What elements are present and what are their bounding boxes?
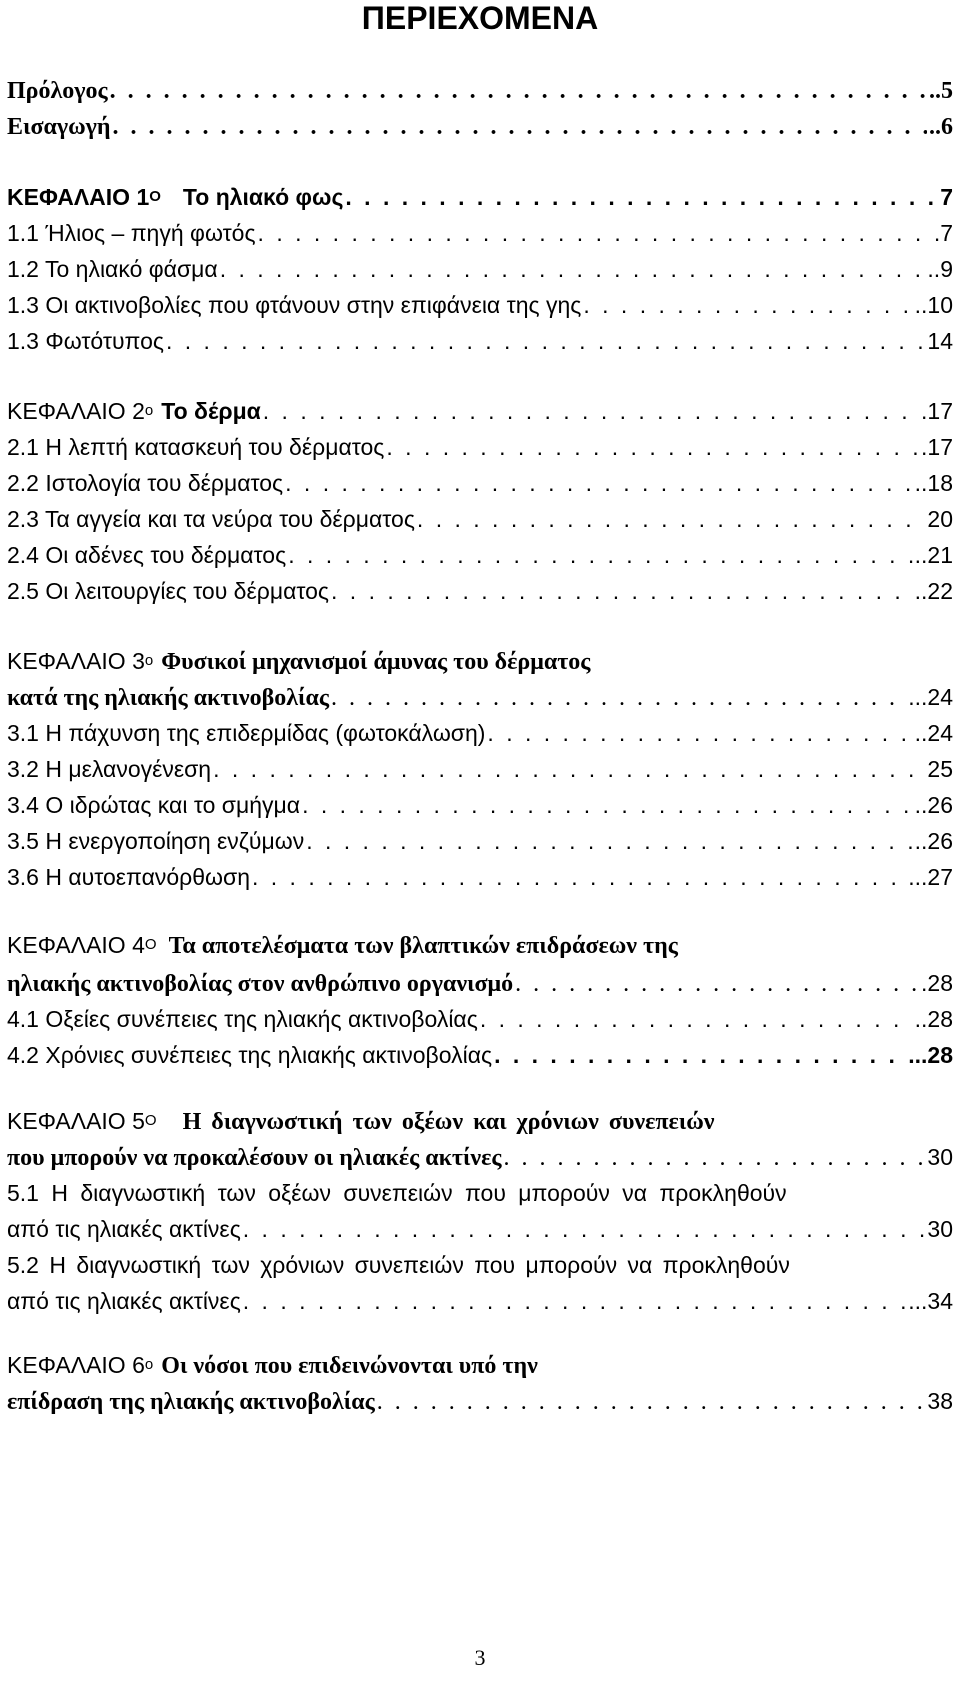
toc-entry-2-4[interactable] <box>7 538 953 572</box>
chapter-prefix: ΚΕΦΑΛΑΙΟ 6 <box>7 1352 145 1378</box>
toc-chapter-3-line2[interactable] <box>7 680 953 714</box>
toc-entry-2-1[interactable] <box>7 430 953 464</box>
chapter-sup: Ο <box>144 936 157 953</box>
entry-label: 1.3 Φωτότυπος <box>7 328 164 354</box>
toc-entry-1-1[interactable] <box>7 216 953 250</box>
chapter-prefix: ΚΕΦΑΛΑΙΟ 3 <box>7 648 145 674</box>
entry-page: .7 <box>933 220 953 246</box>
leader-dots <box>480 1002 913 1036</box>
toc-chapter-2[interactable] <box>7 394 953 428</box>
entry-page: ..10 <box>914 292 953 318</box>
entry-label-line2: που μπορούν να προκαλέσουν οι ηλιακές ακτίνες <box>7 1145 502 1171</box>
chapter-sup: ο <box>144 402 154 419</box>
entry-label-line2: από τις ηλιακές ακτίνες <box>7 1288 241 1314</box>
entry-page: 20 <box>927 506 953 532</box>
chapter-sup: ο <box>144 1356 154 1373</box>
toc-title: ΠΕΡΙΕΧΟΜΕΝΑ <box>361 0 599 36</box>
chapter-prefix: ΚΕΦΑΛΑΙΟ 4 <box>7 932 145 958</box>
toc-chapter-6-line2[interactable] <box>7 1384 953 1418</box>
leader-dots <box>504 1141 926 1175</box>
leader-dots <box>110 74 927 108</box>
leader-dots <box>166 324 925 358</box>
toc-chapter-6[interactable] <box>7 1348 953 1382</box>
leader-dots <box>487 716 912 750</box>
entry-label: Το δέρμα <box>161 398 261 424</box>
chapter-prefix: ΚΕΦΑΛΑΙΟ 2 <box>7 398 145 424</box>
leader-dots <box>288 538 912 572</box>
entry-page: 30 <box>927 1144 953 1170</box>
leader-dots <box>515 967 919 1001</box>
leader-dots <box>220 252 926 286</box>
toc-chapter-4-line2[interactable] <box>7 966 953 1000</box>
leader-dots <box>331 574 913 608</box>
toc-entry-4-2[interactable] <box>7 1038 953 1072</box>
page-number: 3 <box>474 1645 486 1670</box>
leader-dots <box>258 216 932 250</box>
entry-label: 3.2 Η μελανογένεση <box>7 756 212 782</box>
toc-entry-4-1[interactable] <box>7 1002 953 1036</box>
leader-dots <box>113 110 927 144</box>
entry-label: 2.2 Ιστολογία του δέρματος <box>7 470 284 496</box>
toc-entry-5-1[interactable] <box>7 1176 953 1210</box>
toc-entry-3-2[interactable] <box>7 752 953 786</box>
toc-chapter-5-line2[interactable] <box>7 1140 953 1174</box>
entry-label: 2.3 Τα αγγεία και τα νεύρα του δέρματος <box>7 506 415 532</box>
entry-page: 38 <box>927 1388 953 1414</box>
toc-entry-5-2-line2[interactable] <box>7 1284 953 1318</box>
toc-entry-5-1-line2[interactable] <box>7 1212 953 1246</box>
toc-chapter-3[interactable] <box>7 644 953 678</box>
toc-entry-1-3[interactable] <box>7 288 953 322</box>
chapter-sup: Ο <box>144 1112 157 1129</box>
toc-entry-intro[interactable] <box>7 110 953 144</box>
entry-page: .17 <box>921 398 953 424</box>
leader-dots <box>583 288 912 322</box>
toc-entry-1-3b[interactable] <box>7 324 953 358</box>
entry-label: Τα αποτελέσματα των βλαπτικών επιδράσεων της <box>168 933 678 959</box>
toc-entry-3-1[interactable] <box>7 716 953 750</box>
leader-dots <box>285 466 912 500</box>
toc-entry-1-2[interactable] <box>7 252 953 286</box>
leader-dots <box>263 394 919 428</box>
toc-chapter-4[interactable] <box>7 928 953 962</box>
leader-dots <box>243 1284 906 1318</box>
entry-label: 3.1 Η πάχυνση της επιδερμίδας (φωτοκάλωση) <box>7 720 486 746</box>
chapter-prefix: ΚΕΦΑΛΑΙΟ 1 <box>7 184 150 210</box>
entry-page: ...28 <box>908 1042 953 1068</box>
entry-label: Εισαγωγή <box>7 114 111 140</box>
entry-page: ..18 <box>914 470 953 496</box>
chapter-sup: ο <box>144 652 154 669</box>
entry-label: 2.5 Οι λειτουργίες του δέρματος <box>7 578 330 604</box>
entry-label: Το ηλιακό φως <box>182 184 344 210</box>
leader-dots <box>386 430 919 464</box>
leader-dots <box>377 1385 926 1419</box>
toc-entry-2-2[interactable] <box>7 466 953 500</box>
entry-label-line2: επίδραση της ηλιακής ακτινοβολίας <box>7 1389 375 1415</box>
toc-entry-5-2[interactable] <box>7 1248 953 1282</box>
toc-chapter-1[interactable] <box>7 180 953 214</box>
entry-page: ..24 <box>914 720 953 746</box>
entry-page: 25 <box>927 756 953 782</box>
leader-dots <box>306 824 912 858</box>
entry-page: 14 <box>927 328 953 354</box>
entry-label: 3.4 Ο ιδρώτας και το σμήγμα <box>7 792 301 818</box>
entry-label-line2: από τις ηλιακές ακτίνες <box>7 1216 241 1242</box>
toc-entry-prologue[interactable] <box>7 74 953 108</box>
entry-label: 2.1 Η λεπτή κατασκευή του δέρματος <box>7 434 385 460</box>
entry-page: ...34 <box>908 1288 953 1314</box>
entry-label: 4.2 Χρόνιες συνέπειες της ηλιακής ακτινοβολίας <box>7 1042 493 1068</box>
entry-label-line2: κατά της ηλιακής ακτινοβολίας <box>7 685 329 711</box>
entry-page: .17 <box>921 434 953 460</box>
entry-page: ..9 <box>927 256 953 282</box>
entry-page: ..6 <box>929 114 953 140</box>
entry-page: ..28 <box>914 1006 953 1032</box>
entry-label: Η διαγνωστική των οξέων και χρόνιων συνεπειών <box>182 1109 715 1135</box>
entry-page: ..26 <box>914 792 953 818</box>
toc-chapter-5[interactable] <box>7 1104 953 1138</box>
leader-dots <box>213 752 925 786</box>
entry-page: ...24 <box>908 684 953 710</box>
entry-label: Οι νόσοι που επιδεινώνονται υπό την <box>161 1353 538 1379</box>
toc-entry-3-6[interactable] <box>7 860 953 894</box>
entry-page: ..22 <box>914 578 953 604</box>
entry-label: 5.2 Η διαγνωστική των χρόνιων συνεπειών που μπορούν να προκληθούν <box>7 1252 790 1278</box>
entry-label: 3.6 Η αυτοεπανόρθωση <box>7 864 250 890</box>
entry-label: 1.1 Ήλιος – πηγή φωτός <box>7 220 256 246</box>
entry-label: 2.4 Οι αδένες του δέρματος <box>7 542 287 568</box>
entry-page: ..26 <box>914 828 953 854</box>
chapter-prefix: ΚΕΦΑΛΑΙΟ 5 <box>7 1108 145 1134</box>
toc-entry-2-3[interactable] <box>7 502 953 536</box>
leader-dots <box>243 1212 926 1246</box>
leader-dots <box>331 681 906 715</box>
entry-page: 30 <box>927 1216 953 1242</box>
entry-page: ..21 <box>914 542 953 568</box>
toc-entry-3-4[interactable] <box>7 788 953 822</box>
leader-dots <box>345 180 938 214</box>
entry-label: Φυσικοί μηχανισμοί άμυνας του δέρματος <box>161 649 591 675</box>
entry-label: 1.2 Το ηλιακό φάσμα <box>7 256 218 282</box>
entry-label: 4.1 Οξείες συνέπειες της ηλιακής ακτινοβολίας <box>7 1006 478 1032</box>
leader-dots <box>252 860 906 894</box>
entry-label: 3.5 Η ενεργοποίηση ενζύμων <box>7 828 305 854</box>
entry-label: Πρόλογος <box>7 78 108 104</box>
entry-page: ...27 <box>908 864 953 890</box>
entry-label: 5.1 Η διαγνωστική των οξέων συνεπειών που μπορούν να προκληθούν <box>7 1180 787 1206</box>
leader-dots <box>417 502 925 536</box>
leader-dots <box>302 788 913 822</box>
entry-label: 1.3 Οι ακτινοβολίες που φτάνουν στην επιφάνεια της γης <box>7 292 582 318</box>
entry-page: ..5 <box>929 78 953 104</box>
entry-page: .28 <box>921 970 953 996</box>
chapter-sup: Ο <box>149 188 161 205</box>
toc-entry-3-5[interactable] <box>7 824 953 858</box>
leader-dots <box>494 1038 906 1072</box>
entry-page: 7 <box>940 184 953 210</box>
toc-entry-2-5[interactable] <box>7 574 953 608</box>
entry-label-line2: ηλιακής ακτινοβολίας στον ανθρώπινο οργανισμό <box>7 971 514 997</box>
